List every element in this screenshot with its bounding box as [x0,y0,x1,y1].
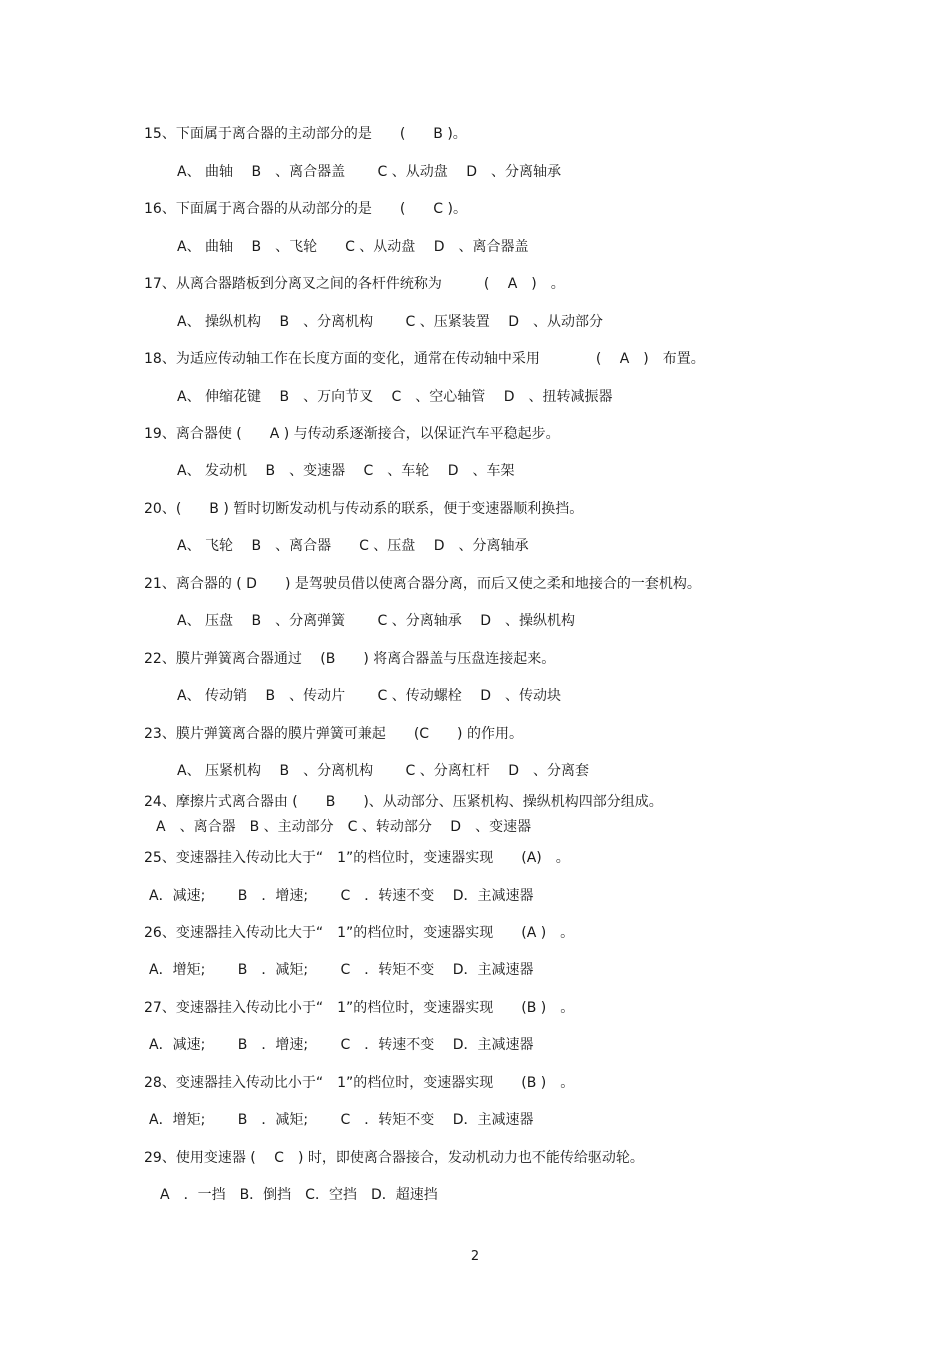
options-27: A．减速; B ．增速; C ．转速不变 D．主减速器 [149,1037,534,1053]
question-27: 27、变速器挂入传动比小于“ 1”的档位时，变速器实现 (B ) 。 [144,1000,575,1016]
options-16: A、 曲轴 B 、飞轮 C 、从动盘 D 、离合器盖 [177,239,529,255]
options-19: A、 发动机 B 、变速器 C 、车轮 D 、车架 [177,463,515,479]
question-28: 28、变速器挂入传动比小于“ 1”的档位时，变速器实现 (B ) 。 [144,1075,575,1091]
question-21: 21、离合器的 ( D ) 是驾驶员借以使离合器分离，而后又使之柔和地接合的一套机构。 [144,576,701,592]
options-23: A、 压紧机构 B 、分离机构 C 、分离杠杆 D 、分离套 [177,763,589,779]
question-24: 24、摩擦片式离合器由 ( B )、从动部分、压紧机构、操纵机构四部分组成。 [144,794,663,810]
question-29: 29、使用变速器 ( C ) 时，即使离合器接合，发动机动力也不能传给驱动轮。 [144,1150,644,1166]
question-18: 18、为适应传动轴工作在长度方面的变化，通常在传动轴中采用 ( A ) 布置。 [144,351,705,367]
options-20: A、 飞轮 B 、离合器 C 、压盘 D 、分离轴承 [177,538,529,554]
options-28: A．增矩; B ．减矩; C ．转矩不变 D．主减速器 [149,1112,534,1128]
options-25: A．减速; B ．增速; C ．转速不变 D．主减速器 [149,888,534,904]
question-20: 20、( B ) 暂时切断发动机与传动系的联系，便于变速器顺利换挡。 [144,501,584,517]
options-26: A．增矩; B ．减矩; C ．转矩不变 D．主减速器 [149,962,534,978]
options-17: A、 操纵机构 B 、分离机构 C 、压紧装置 D 、从动部分 [177,314,603,330]
options-21: A、 压盘 B 、分离弹簧 C 、分离轴承 D 、操纵机构 [177,613,575,629]
page-number: 2 [470,1249,480,1264]
question-25: 25、变速器挂入传动比大于“ 1”的档位时，变速器实现 (A) 。 [144,850,570,866]
options-29: A ．一挡 B．倒挡 C．空挡 D．超速挡 [160,1187,438,1203]
question-26: 26、变速器挂入传动比大于“ 1”的档位时，变速器实现 (A ) 。 [144,925,575,941]
question-16: 16、下面属于离合器的从动部分的是 ( C )。 [144,201,467,217]
question-23: 23、膜片弹簧离合器的膜片弹簧可兼起 (C ) 的作用。 [144,726,523,742]
options-24: A 、离合器 B 、主动部分 C 、转动部分 D 、变速器 [156,819,532,835]
options-22: A、 传动销 B 、传动片 C 、传动螺栓 D 、传动块 [177,688,561,704]
question-19: 19、离合器使 ( A ) 与传动系逐渐接合，以保证汽车平稳起步。 [144,426,560,442]
question-17: 17、从离合器踏板到分离叉之间的各杆件统称为 ( A ) 。 [144,276,565,292]
question-15: 15、下面属于离合器的主动部分的是 ( B )。 [144,126,467,142]
options-18: A、 伸缩花键 B 、万向节叉 C 、空心轴管 D 、扭转减振器 [177,389,613,405]
question-22: 22、膜片弹簧离合器通过 (B ) 将离合器盖与压盘连接起来。 [144,651,556,667]
options-15: A、 曲轴 B 、离合器盖 C 、从动盘 D 、分离轴承 [177,164,561,180]
